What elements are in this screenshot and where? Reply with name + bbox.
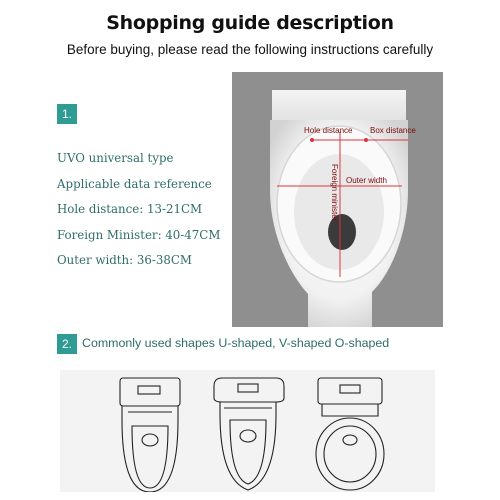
v-shaped-toilet-icon (214, 378, 284, 490)
spec-list (57, 148, 227, 276)
box-distance-label: Box distance (370, 126, 416, 135)
toilet-shapes-panel (60, 370, 435, 492)
spec-line: Hole distance: 13-21CM (57, 202, 203, 216)
toilet-measurement-diagram (232, 72, 443, 327)
hole-distance-label: Hole distance (304, 126, 353, 135)
spec-line: Applicable data reference (57, 176, 212, 191)
outer-width-label: Outer width (346, 176, 387, 185)
u-shaped-toilet-icon (120, 378, 180, 492)
toilet-tank (272, 90, 406, 120)
foreign-minister-label: Foreign minister (330, 164, 339, 222)
page-title: Shopping guide description (106, 12, 394, 34)
spec-line: Outer width: 36-38CM (57, 253, 192, 267)
mark-dot (310, 138, 314, 142)
section-number-1: 1. (57, 104, 77, 124)
section-number-2: 2. (57, 334, 77, 354)
spec-line: Foreign Minister: 40-47CM (57, 227, 221, 242)
spec-line: UVO universal type (57, 151, 174, 165)
page-subtitle: Before buying, please read the following instructions carefully (66, 42, 434, 57)
mark-dot (364, 138, 368, 142)
toilet-measurement-photo (232, 72, 443, 327)
o-shaped-toilet-icon (316, 378, 384, 490)
shapes-label: Commonly used shapes U-shaped, V-shaped O-shaped (82, 336, 390, 350)
